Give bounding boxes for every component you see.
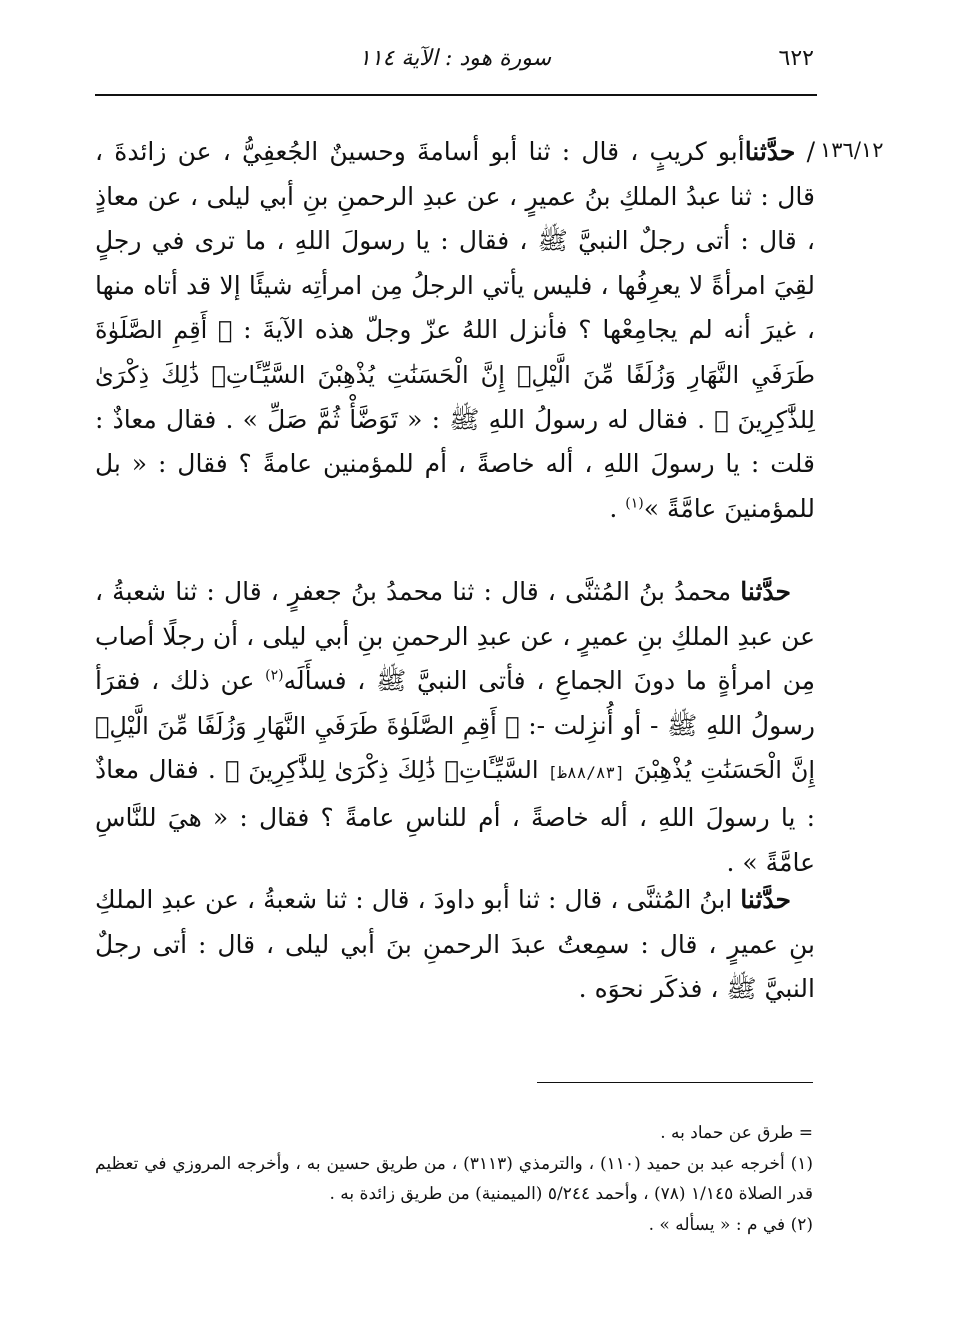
footnote-2: (٢) في م : « يسأله » .	[648, 1214, 813, 1235]
hadith-lead-word: حدَّثنا	[740, 885, 791, 914]
paragraph-text: . فقال له رسولُ اللهِ ﷺ : « تَوَضَّأْ ثُمَّ صَلِّ » . فقال معاذٌ : قلت : يا رسولَ اللهِ ، أله خاصةً ، أم للمؤمنين عامةً ؟ فقال : « بل للمؤمنينَ عامَّةً »	[95, 404, 815, 523]
slash-mark: /	[795, 137, 815, 166]
footnote-mark: (٢)	[265, 667, 284, 684]
paragraph-3	[95, 878, 815, 1012]
paragraph-text: . فقال معاذٌ : يا رسولَ اللهِ ، أله خاصةً ، أم للناسِ عامةً ؟ فقال : « هيَ للنَّاسِ عامَّةً » .	[95, 755, 815, 877]
hadith-lead-word: حدَّثنا	[740, 577, 791, 606]
header-rule	[95, 94, 817, 96]
quran-verse: ﴿ أَقِمِ الصَّلَوٰةَ طَرَفَيِ النَّهَارِ وَزُلَفًا مِّنَ الَّيْلِۚ إِنَّ الْحَسَنَٰتِ يُذْهِبْنَ السَّيِّـَٔاتِۚ ذَٰلِكَ ذِكْرَىٰ لِلذَّٰكِرِينَ ﴾	[95, 316, 815, 434]
page-header	[96, 46, 814, 86]
footnote-rule	[537, 1082, 813, 1083]
main-text	[95, 130, 815, 1012]
quran-verse-continued: السَّيِّـَٔاتِۚ ذَٰلِكَ ذِكْرَىٰ لِلذَّٰكِرِينَ ﴾	[224, 756, 539, 785]
paragraph-1	[95, 130, 815, 570]
footnotes	[95, 1118, 813, 1240]
hadith-lead-word: حدَّثنا	[744, 137, 796, 166]
manuscript-folio-ref: [٨٨/٨٣ظ]	[547, 763, 625, 783]
paragraph-text: عن ذلك ، فقرَأ رسولُ اللهِ ﷺ - أو أُنزِلت -:	[95, 666, 816, 740]
paragraph-text: محمدُ بنُ المُثنَّى ، قال : ثنا محمدُ بنُ جعفرٍ ، قال : ثنا شعبةُ ، عن عبدِ الملكِ بنِ عميرٍ ، عن عبدِ الرحمنِ بنِ أبي ليلى ، أن رجلًا أصاب مِن امرأةٍ ما دونَ الجماعِ ، فأتى النبيَّ ﷺ ، فسأَلَه	[95, 577, 815, 696]
running-title: سورة هود : الآية ١١٤	[358, 46, 552, 71]
paragraph-end: .	[609, 493, 618, 523]
paragraph-2	[95, 570, 815, 878]
footnote-1: (١) أخرجه عبد بن حميد (١١٠) ، والترمذي (٣١١٣) ، من طريق حسين به ، وأخرجه المروزي في تعظيم قدر الصلاة ١/١٤٥ (٧٨) ، وأحمد ٥/٢٤٤ (الميمنية) من طريق زائدة به .	[95, 1153, 814, 1204]
page-number: ٦٢٢	[778, 46, 814, 71]
quran-verse: ﴿ أَقِمِ الصَّلَوٰةَ طَرَفَيِ النَّهَارِ وَزُلَفًا مِّنَ الَّيْلِۚ إِنَّ الْحَسَنَٰتِ يُذْهِبْنَ	[95, 711, 816, 785]
paragraph-text: ابنُ المُثنَّى ، قال : ثنا أبو داودَ ، قال : ثنا شعبةُ ، عن عبدِ الملكِ بنِ عميرٍ ، قال : سمِعتُ عبدَ الرحمنِ بنَ أبي ليلى ، قال : أتى رجلٌ النبيَّ ﷺ ، فذكَر نحوَه .	[95, 885, 815, 1004]
margin-reference: ١٣٦/١٢	[820, 138, 884, 162]
footnote-mark: (١)	[625, 495, 644, 512]
footnote-continuation: = طرق عن حماد به .	[660, 1123, 813, 1143]
paragraph-text: أبو كريبٍ ، قال : ثنا أبو أسامةَ وحسينٌ الجُعفِيُّ ، عن زائدةَ ، قال : ثنا عبدُ الملكِ بنُ عميرٍ ، عن عبدِ الرحمنِ بنِ أبي ليلى ، عن معاذٍ ، قال : أتى رجلٌ النبيَّ ﷺ ، فقال : يا رسولَ اللهِ ، ما ترى في رجلٍ لقِيَ امرأةً لا يعرِفُها ، فليس يأتي الرجلُ مِن امرأتِه شيئًا إلا قد أتاه منها ، غيرَ أنه لم يجامِعْها ؟ فأنزل اللهُ عزّ وجلّ هذه الآيةَ :	[95, 137, 816, 345]
